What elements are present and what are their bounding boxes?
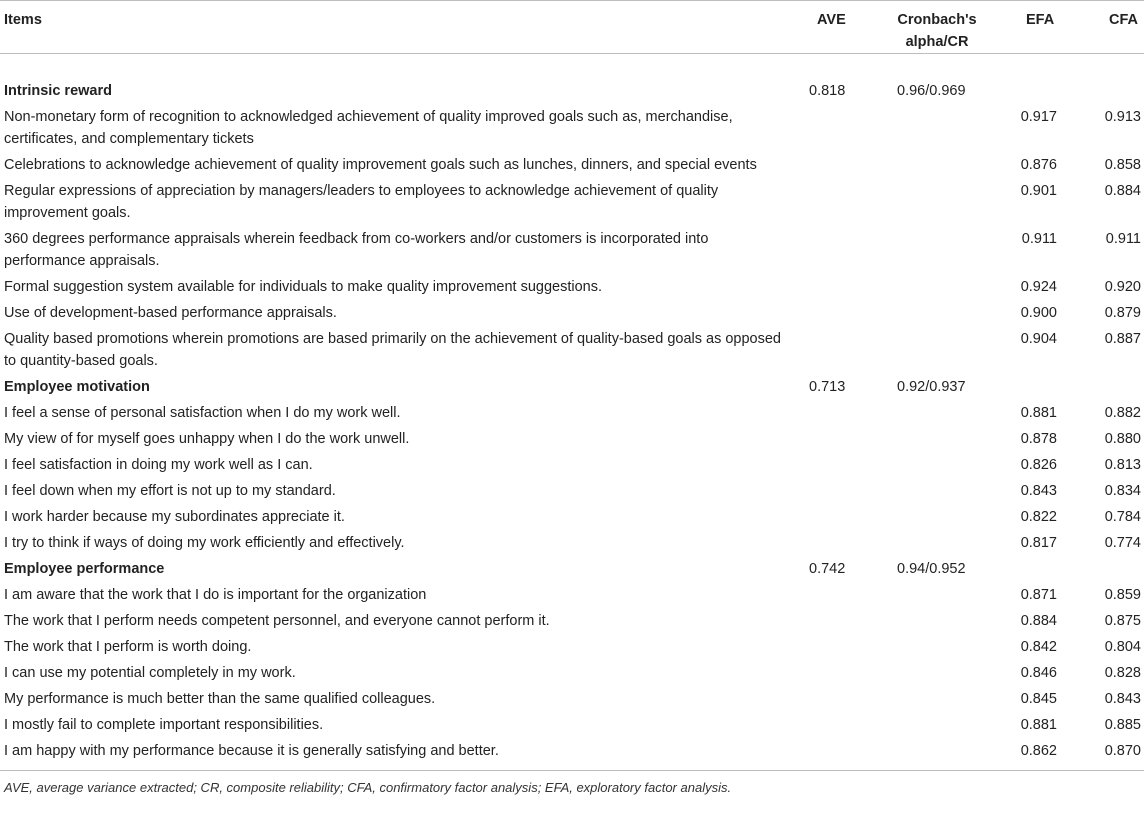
cronbach-cr-cell: 0.92/0.937	[897, 379, 966, 395]
item-cell: I work harder because my subordinates appreciate it.	[4, 509, 345, 525]
section-title: Employee motivation	[4, 379, 150, 395]
table-row	[0, 711, 1144, 737]
table-row	[0, 581, 1144, 607]
table-footnote: AVE, average variance extracted; CR, composite reliability; CFA, confirmatory factor analysis; EFA, exploratory factor analysis.	[4, 780, 732, 795]
cfa-cell: 0.813	[1104, 457, 1141, 473]
ave-cell: 0.742	[809, 561, 846, 577]
header-cfa: CFA	[1072, 1, 1144, 54]
item-cell: Celebrations to acknowledge achievement of quality improvement goals such as lunches, dinners, and special events	[4, 157, 757, 173]
table-row	[0, 273, 1144, 299]
ave-cell	[796, 273, 874, 299]
item-cell: Non-monetary form of recognition to acknowledged achievement of quality improved goals such as, merchandise, certificates, and complementary tickets	[4, 109, 733, 147]
cfa-cell: 0.784	[1104, 509, 1141, 525]
efa-cell: 0.871	[1020, 587, 1057, 603]
ave-cell	[796, 633, 874, 659]
header-efa: EFA	[1000, 1, 1072, 54]
efa-cell: 0.911	[1021, 231, 1057, 247]
cronbach-cr-cell: 0.94/0.952	[897, 561, 966, 577]
table-row	[0, 529, 1144, 555]
cfa-cell: 0.920	[1104, 279, 1141, 295]
table-row	[0, 607, 1144, 633]
table-row	[0, 151, 1144, 177]
efa-cell: 0.876	[1020, 157, 1057, 173]
cfa-cell	[1072, 373, 1144, 399]
table-row	[0, 399, 1144, 425]
cfa-cell: 0.875	[1104, 613, 1141, 629]
ave-cell	[796, 177, 874, 225]
table-row	[0, 177, 1144, 225]
item-cell: I am happy with my performance because it is generally satisfying and better.	[0, 737, 796, 771]
section-title: Employee performance	[4, 561, 165, 577]
efa-cell: 0.904	[1020, 331, 1057, 347]
item-cell: The work that I perform needs competent personnel, and everyone cannot perform it.	[4, 613, 550, 629]
ave-cell	[796, 225, 874, 273]
cfa-cell	[1072, 54, 1144, 104]
table-row	[0, 325, 1144, 373]
item-cell: My performance is much better than the same qualified colleagues.	[4, 691, 436, 707]
header-cr-line2: alpha/CR	[905, 34, 969, 50]
cronbach-cr-cell	[874, 503, 1000, 529]
cfa-cell: 0.834	[1104, 483, 1141, 499]
efa-cell: 0.881	[1020, 405, 1057, 421]
item-cell: Use of development-based performance appraisals.	[4, 305, 337, 321]
ave-cell: 0.713	[809, 379, 846, 395]
item-cell: I feel satisfaction in doing my work well as I can.	[4, 457, 313, 473]
header-row	[0, 1, 1144, 54]
item-cell: 360 degrees performance appraisals wherein feedback from co-workers and/or customers is incorporated into performance appraisals.	[4, 231, 709, 269]
ave-cell: 0.818	[809, 83, 846, 99]
item-cell: I can use my potential completely in my work.	[4, 665, 296, 681]
ave-cell	[796, 451, 874, 477]
ave-cell	[796, 477, 874, 503]
cronbach-cr-cell	[874, 451, 1000, 477]
cfa-cell: 0.882	[1104, 405, 1141, 421]
cronbach-cr-cell	[874, 273, 1000, 299]
cronbach-cr-cell	[874, 399, 1000, 425]
table-body	[0, 54, 1144, 771]
cfa-cell: 0.804	[1104, 639, 1141, 655]
item-cell: My view of for myself goes unhappy when I do the work unwell.	[4, 431, 410, 447]
efa-cell: 0.881	[1020, 717, 1057, 733]
table-header	[0, 1, 1144, 54]
cronbach-cr-cell	[874, 581, 1000, 607]
cronbach-cr-cell	[874, 659, 1000, 685]
section-title: Intrinsic reward	[4, 83, 112, 99]
efa-cell: 0.862	[1000, 737, 1072, 771]
item-cell: The work that I perform is worth doing.	[4, 639, 252, 655]
ave-cell	[796, 711, 874, 737]
cronbach-cr-cell	[874, 103, 1000, 151]
cronbach-cr-cell	[874, 477, 1000, 503]
efa-cell: 0.845	[1020, 691, 1057, 707]
item-cell: Regular expressions of appreciation by managers/leaders to employees to acknowledge achievement of quality improvement goals.	[4, 183, 719, 221]
efa-cell: 0.846	[1020, 665, 1057, 681]
cronbach-cr-cell	[874, 299, 1000, 325]
cronbach-cr-cell	[874, 425, 1000, 451]
cronbach-cr-cell	[874, 177, 1000, 225]
cfa-cell: 0.843	[1104, 691, 1141, 707]
cronbach-cr-cell	[874, 529, 1000, 555]
table-row	[0, 685, 1144, 711]
ave-cell	[796, 325, 874, 373]
table-row	[0, 633, 1144, 659]
item-cell: I try to think if ways of doing my work efficiently and effectively.	[4, 535, 405, 551]
item-cell: I feel a sense of personal satisfaction when I do my work well.	[4, 405, 401, 421]
ave-cell	[796, 151, 874, 177]
item-cell: I feel down when my effort is not up to my standard.	[4, 483, 336, 499]
ave-cell	[796, 103, 874, 151]
ave-cell	[796, 299, 874, 325]
cfa-cell: 0.887	[1104, 331, 1141, 347]
table-row	[0, 737, 1144, 771]
cfa-cell: 0.828	[1104, 665, 1141, 681]
efa-cell: 0.842	[1020, 639, 1057, 655]
table-row	[0, 477, 1144, 503]
ave-cell	[796, 685, 874, 711]
efa-cell	[1000, 373, 1072, 399]
cronbach-cr-cell: 0.96/0.969	[897, 83, 966, 99]
header-cr-line1: Cronbach's	[897, 12, 977, 28]
efa-cell: 0.900	[1020, 305, 1057, 321]
efa-cell: 0.822	[1020, 509, 1057, 525]
ave-cell	[796, 737, 874, 771]
header-items: Items	[0, 1, 796, 54]
table-row	[0, 225, 1144, 273]
cronbach-cr-cell	[874, 633, 1000, 659]
item-cell: Formal suggestion system available for individuals to make quality improvement suggestions.	[4, 279, 603, 295]
cfa-cell	[1072, 555, 1144, 581]
cronbach-cr-cell	[874, 607, 1000, 633]
cfa-cell: 0.859	[1104, 587, 1141, 603]
cfa-cell: 0.913	[1104, 109, 1141, 125]
table-row	[0, 299, 1144, 325]
cfa-cell: 0.858	[1104, 157, 1141, 173]
section-row	[0, 555, 1144, 581]
cfa-cell: 0.911	[1105, 231, 1141, 247]
item-cell: Quality based promotions wherein promotions are based primarily on the achievement of quality-based goals as opposed to quantity-based goals.	[4, 331, 781, 369]
ave-cell	[796, 659, 874, 685]
efa-cell: 0.884	[1020, 613, 1057, 629]
efa-cell	[1000, 54, 1072, 104]
efa-cell: 0.817	[1020, 535, 1057, 551]
efa-cell: 0.878	[1020, 431, 1057, 447]
ave-cell	[796, 581, 874, 607]
cfa-cell: 0.885	[1104, 717, 1141, 733]
item-cell: I mostly fail to complete important responsibilities.	[4, 717, 324, 733]
cfa-cell: 0.879	[1104, 305, 1141, 321]
table-row	[0, 103, 1144, 151]
efa-cell	[1000, 555, 1072, 581]
item-cell: I am aware that the work that I do is important for the organization	[4, 587, 427, 603]
efa-cell: 0.924	[1020, 279, 1057, 295]
efa-cell: 0.826	[1020, 457, 1057, 473]
cronbach-cr-cell	[874, 737, 1000, 771]
efa-cell: 0.917	[1020, 109, 1057, 125]
header-ave: AVE	[796, 1, 874, 54]
ave-cell	[796, 399, 874, 425]
efa-cell: 0.843	[1020, 483, 1057, 499]
table-row	[0, 451, 1144, 477]
cfa-cell: 0.880	[1104, 431, 1141, 447]
cfa-cell: 0.870	[1072, 737, 1144, 771]
ave-cell	[796, 503, 874, 529]
header-cronbach-cr	[874, 1, 1000, 54]
ave-cell	[796, 529, 874, 555]
ave-cell	[796, 607, 874, 633]
cfa-cell: 0.774	[1104, 535, 1141, 551]
efa-cell: 0.901	[1020, 183, 1057, 199]
ave-cell	[796, 425, 874, 451]
cronbach-cr-cell	[874, 151, 1000, 177]
section-row	[0, 54, 1144, 104]
table-row	[0, 425, 1144, 451]
cronbach-cr-cell	[874, 325, 1000, 373]
cronbach-cr-cell	[874, 225, 1000, 273]
cronbach-cr-cell	[874, 685, 1000, 711]
cfa-cell: 0.884	[1104, 183, 1141, 199]
section-row	[0, 373, 1144, 399]
table-row	[0, 659, 1144, 685]
cronbach-cr-cell	[874, 711, 1000, 737]
table-row	[0, 503, 1144, 529]
